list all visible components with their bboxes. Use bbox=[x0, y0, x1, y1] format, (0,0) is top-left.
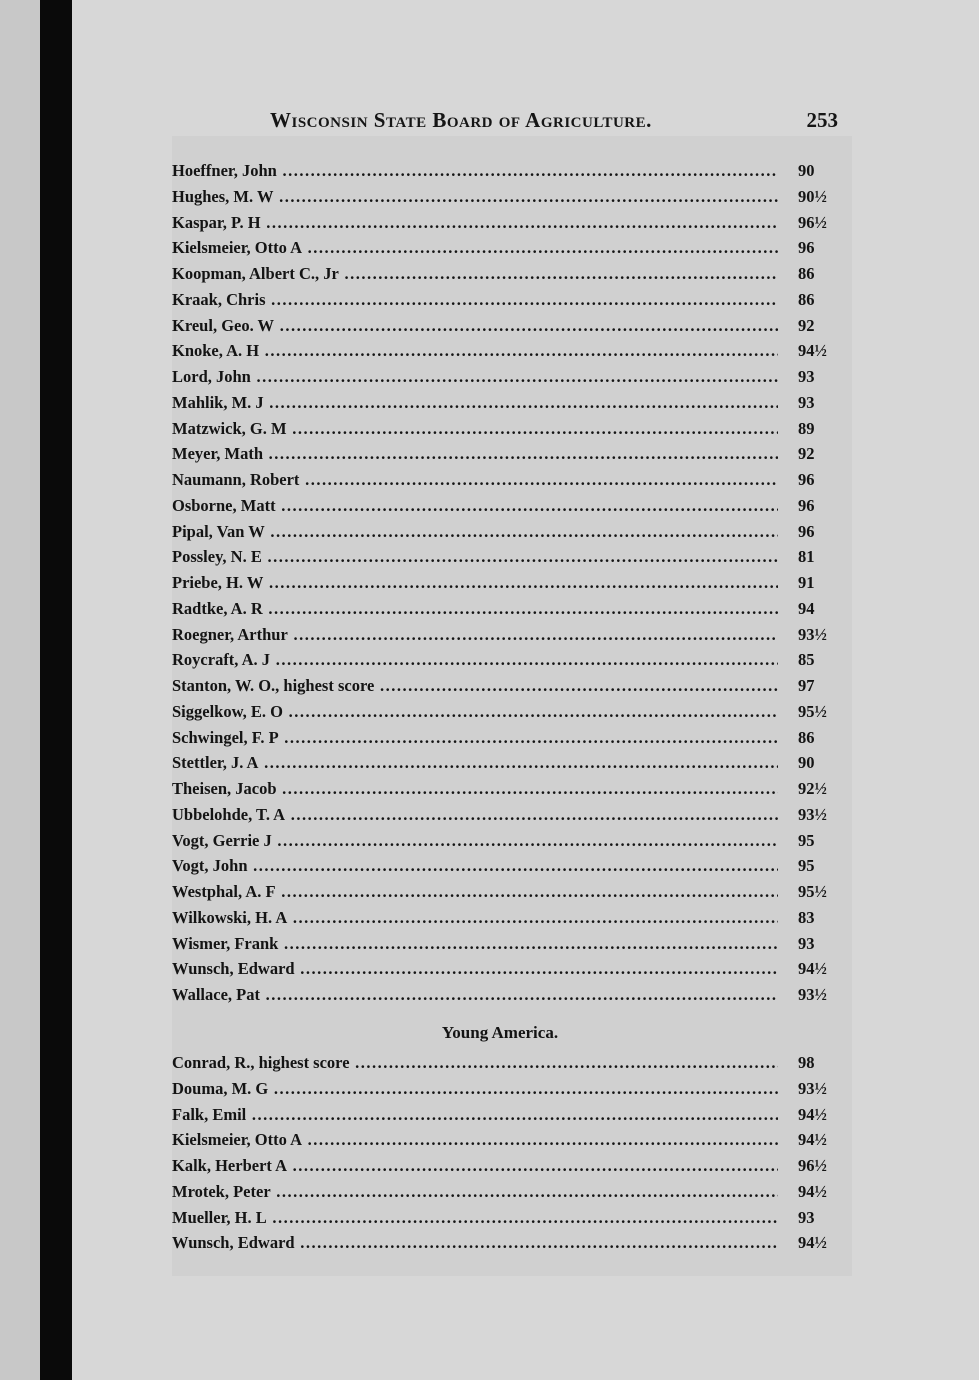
list-item bbox=[172, 802, 840, 828]
entry-score: 96 bbox=[798, 521, 815, 541]
list-item bbox=[172, 879, 840, 905]
entry-score: 91 bbox=[798, 573, 815, 592]
entry-score: 93 bbox=[798, 1207, 815, 1227]
entry-name: Stanton, W. O., highest score ..... bbox=[172, 673, 778, 698]
entry-score: 90 bbox=[798, 753, 815, 773]
entry-name: Ubbelohde, T. A ..... bbox=[172, 802, 778, 827]
entry-name: Matzwick, G. M ..... bbox=[172, 416, 778, 441]
entry-score: 95 bbox=[798, 830, 815, 850]
list-item bbox=[172, 956, 840, 982]
list-item bbox=[172, 622, 840, 648]
entry-score: 83 bbox=[798, 907, 815, 927]
entry-score: 98 bbox=[798, 1053, 815, 1072]
list-item bbox=[172, 596, 840, 622]
entry-name: Roycraft, A. J ..... bbox=[172, 647, 778, 672]
entry-name: Roegner, Arthur ..... bbox=[172, 622, 778, 647]
entry-name: Vogt, John ..... bbox=[172, 853, 778, 878]
list-item bbox=[172, 338, 840, 364]
entry-name: Pipal, Van W ..... bbox=[172, 519, 778, 544]
entry-name: Kaspar, P. H ..... bbox=[172, 210, 778, 235]
book-spine bbox=[40, 0, 72, 1380]
entry-name: Stettler, J. A ..... bbox=[172, 750, 778, 775]
entry-score: 92 bbox=[798, 315, 815, 335]
entry-name: Conrad, R., highest score ..... bbox=[172, 1050, 778, 1075]
list-item bbox=[172, 1153, 840, 1179]
entry-name: Hoeffner, John ..... bbox=[172, 158, 778, 183]
list-item bbox=[172, 828, 840, 854]
entry-name: Lord, John ..... bbox=[172, 364, 778, 389]
list-item bbox=[172, 750, 840, 776]
entry-name: Vogt, Gerrie J ..... bbox=[172, 828, 778, 853]
list-item bbox=[172, 1179, 840, 1205]
entry-score: 94½ bbox=[798, 1181, 827, 1201]
entry-score: 96 bbox=[798, 238, 815, 258]
list-item bbox=[172, 1102, 840, 1128]
entry-name: Wismer, Frank ..... bbox=[172, 931, 778, 956]
list-item bbox=[172, 493, 840, 519]
entry-score: 94½ bbox=[798, 1104, 827, 1124]
list-item bbox=[172, 390, 840, 416]
entry-name: Wunsch, Edward ..... bbox=[172, 1230, 778, 1255]
entry-name: Schwingel, F. P ..... bbox=[172, 725, 778, 750]
young-america-score-list bbox=[172, 1050, 840, 1256]
list-item bbox=[172, 725, 840, 751]
entry-score: 94½ bbox=[798, 959, 827, 979]
list-item bbox=[172, 544, 840, 570]
entry-score: 94½ bbox=[798, 1130, 827, 1150]
entry-score: 86 bbox=[798, 264, 815, 283]
list-item bbox=[172, 1050, 840, 1076]
entry-score: 92½ bbox=[798, 779, 827, 798]
entry-score: 96½ bbox=[798, 212, 827, 232]
entry-score: 92 bbox=[798, 444, 815, 464]
entry-score: 93½ bbox=[798, 985, 827, 1004]
entry-score: 95½ bbox=[798, 882, 827, 901]
list-item bbox=[172, 1127, 840, 1153]
list-item bbox=[172, 905, 840, 931]
entry-name: Theisen, Jacob ..... bbox=[172, 776, 778, 801]
entry-name: Possley, N. E ..... bbox=[172, 544, 778, 569]
entry-score: 96 bbox=[798, 470, 815, 489]
entry-name: Wallace, Pat ..... bbox=[172, 982, 778, 1007]
entry-score: 93½ bbox=[798, 1078, 827, 1098]
entry-name: Knoke, A. H ..... bbox=[172, 338, 778, 363]
entry-score: 90½ bbox=[798, 186, 827, 206]
entry-name: Meyer, Math ..... bbox=[172, 441, 778, 466]
entry-score: 93½ bbox=[798, 624, 827, 644]
entry-score: 96½ bbox=[798, 1156, 827, 1175]
section-heading-label: Young America. bbox=[441, 1023, 559, 1042]
entry-name: Hughes, M. W ..... bbox=[172, 184, 778, 209]
list-item bbox=[172, 184, 840, 210]
list-item bbox=[172, 364, 840, 390]
entry-score: 93 bbox=[798, 392, 815, 412]
list-item bbox=[172, 1230, 840, 1256]
section-heading-young-america bbox=[172, 1023, 840, 1043]
list-item bbox=[172, 1205, 840, 1231]
entry-score: 94 bbox=[798, 598, 815, 618]
list-item bbox=[172, 673, 840, 699]
entry-name: Falk, Emil ..... bbox=[172, 1102, 778, 1127]
entry-name: Osborne, Matt ..... bbox=[172, 493, 778, 518]
list-item bbox=[172, 699, 840, 725]
entry-name: Mueller, H. L ..... bbox=[172, 1205, 778, 1230]
list-item bbox=[172, 416, 840, 442]
entry-score: 81 bbox=[798, 547, 815, 567]
entry-score: 93 bbox=[798, 933, 815, 953]
list-item bbox=[172, 441, 840, 467]
entry-score: 85 bbox=[798, 650, 815, 670]
entry-score: 89 bbox=[798, 418, 815, 438]
entry-score: 96 bbox=[798, 495, 815, 515]
page-number: 253 bbox=[806, 108, 838, 132]
entry-score: 93 bbox=[798, 367, 815, 386]
entry-score: 95 bbox=[798, 856, 815, 876]
list-item bbox=[172, 313, 840, 339]
entry-name: Radtke, A. R ..... bbox=[172, 596, 778, 621]
page-title: Wisconsin State Board of Agriculture. bbox=[270, 108, 652, 132]
list-item bbox=[172, 235, 840, 261]
list-item bbox=[172, 776, 840, 802]
entry-score: 97 bbox=[798, 676, 815, 695]
list-item bbox=[172, 210, 840, 236]
list-item bbox=[172, 158, 840, 184]
entry-name: Westphal, A. F ..... bbox=[172, 879, 778, 904]
entry-score: 86 bbox=[798, 727, 815, 747]
entry-name: Kreul, Geo. W ..... bbox=[172, 313, 778, 338]
entry-name: Naumann, Robert ..... bbox=[172, 467, 778, 492]
entry-score: 86 bbox=[798, 289, 815, 309]
running-head bbox=[270, 108, 840, 136]
entry-name: Koopman, Albert C., Jr ..... bbox=[172, 261, 778, 286]
list-item bbox=[172, 931, 840, 957]
entry-name: Kielsmeier, Otto A ..... bbox=[172, 1127, 778, 1152]
entry-name: Kraak, Chris ..... bbox=[172, 287, 778, 312]
entry-name: Douma, M. G ..... bbox=[172, 1076, 778, 1101]
entry-score: 94½ bbox=[798, 1233, 827, 1253]
entry-name: Priebe, H. W ..... bbox=[172, 570, 778, 595]
list-item bbox=[172, 519, 840, 545]
entry-score: 94½ bbox=[798, 341, 827, 361]
list-item bbox=[172, 570, 840, 596]
list-item bbox=[172, 287, 840, 313]
list-item bbox=[172, 982, 840, 1008]
list-item bbox=[172, 1076, 840, 1102]
left-page-margin bbox=[0, 0, 40, 1380]
list-item bbox=[172, 853, 840, 879]
entry-name: Siggelkow, E. O ..... bbox=[172, 699, 778, 724]
entry-name: Kalk, Herbert A ..... bbox=[172, 1153, 778, 1178]
entry-score: 90 bbox=[798, 161, 815, 180]
entry-name: Kielsmeier, Otto A ..... bbox=[172, 235, 778, 260]
entry-name: Wilkowski, H. A ..... bbox=[172, 905, 778, 930]
entry-name: Mahlik, M. J ..... bbox=[172, 390, 778, 415]
score-list bbox=[172, 158, 840, 1008]
entry-name: Wunsch, Edward ..... bbox=[172, 956, 778, 981]
list-item bbox=[172, 647, 840, 673]
entry-score: 93½ bbox=[798, 804, 827, 824]
entry-score: 95½ bbox=[798, 701, 827, 721]
list-item bbox=[172, 261, 840, 287]
list-item bbox=[172, 467, 840, 493]
entry-name: Mrotek, Peter ..... bbox=[172, 1179, 778, 1204]
